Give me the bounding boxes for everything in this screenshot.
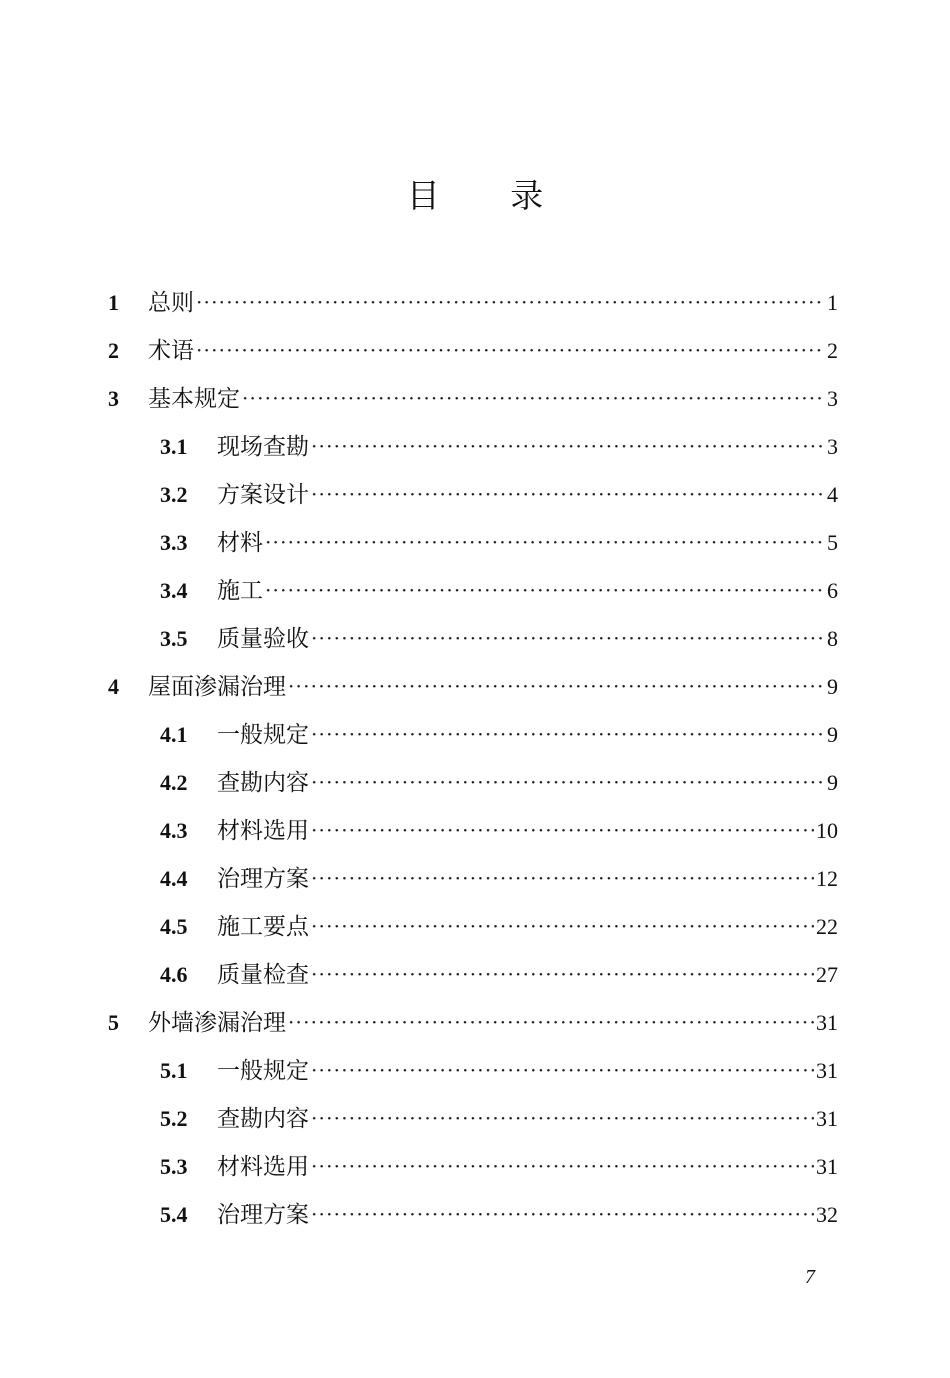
dot-leader [311,1191,814,1239]
toc-entry-title: 查勘内容 [217,1106,309,1132]
toc-entry-title: 查勘内容 [217,770,309,796]
toc-entry-title: 质量验收 [217,626,309,652]
toc-entry-number: 4.1 [160,722,188,747]
toc-entry-5-3[interactable] [108,1143,838,1191]
toc-entry-title: 治理方案 [217,1202,309,1228]
toc-entry-page: 9 [827,770,838,795]
toc-entry-number: 4.6 [160,962,188,987]
toc-entry-number: 4.4 [160,866,188,891]
toc-entry-title: 方案设计 [217,482,309,508]
dot-leader [288,999,814,1047]
toc-entry-page: 22 [816,914,838,939]
toc-entry-page: 12 [816,866,838,891]
toc-entry-page: 10 [816,818,838,843]
dot-leader [265,567,825,615]
dot-leader [196,327,825,375]
toc-entry-number: 5.2 [160,1106,188,1131]
toc-entry-5-1[interactable] [108,1047,838,1095]
toc-entry-5[interactable] [108,999,838,1047]
toc-entry-number: 3 [108,386,119,411]
toc-entry-title: 总则 [148,290,194,316]
toc-entry-title: 现场查勘 [217,434,309,460]
toc-entry-3-3[interactable] [108,519,838,567]
table-of-contents [108,279,838,1239]
toc-entry-1[interactable] [108,279,838,327]
toc-entry-title: 外墙渗漏治理 [148,1010,286,1036]
toc-entry-title: 施工要点 [217,914,309,940]
toc-entry-page: 1 [827,290,838,315]
toc-entry-page: 3 [827,434,838,459]
toc-entry-number: 3.1 [160,434,188,459]
dot-leader [196,279,825,327]
toc-entry-number: 5.3 [160,1154,188,1179]
dot-leader [311,903,814,951]
toc-entry-page: 31 [816,1010,838,1035]
toc-entry-title: 一般规定 [217,722,309,748]
toc-entry-title: 材料选用 [217,818,309,844]
dot-leader [311,855,814,903]
toc-entry-number: 2 [108,338,119,363]
toc-entry-3-5[interactable] [108,615,838,663]
toc-entry-page: 4 [827,482,838,507]
toc-entry-number: 4.5 [160,914,188,939]
toc-entry-4-4[interactable] [108,855,838,903]
dot-leader [311,759,825,807]
toc-entry-page: 31 [816,1154,838,1179]
toc-entry-page: 9 [827,674,838,699]
toc-entry-number: 5 [108,1010,119,1035]
toc-entry-number: 3.2 [160,482,188,507]
toc-entry-number: 4.3 [160,818,188,843]
toc-entry-page: 32 [816,1202,838,1227]
dot-leader [311,807,814,855]
toc-entry-number: 5.1 [160,1058,188,1083]
toc-entry-number: 3.3 [160,530,188,555]
dot-leader [311,423,825,471]
page-number: 7 [805,1266,815,1288]
dot-leader [311,1095,814,1143]
toc-entry-title: 治理方案 [217,866,309,892]
dot-leader [288,663,825,711]
dot-leader [242,375,825,423]
dot-leader [311,615,825,663]
toc-entry-title: 基本规定 [148,386,240,412]
toc-entry-3[interactable] [108,375,838,423]
page-title: 目 录 [406,176,574,215]
toc-entry-page: 8 [827,626,838,651]
toc-entry-3-1[interactable] [108,423,838,471]
toc-entry-5-4[interactable] [108,1191,838,1239]
toc-entry-number: 3.5 [160,626,188,651]
dot-leader [311,1143,814,1191]
dot-leader [265,519,825,567]
toc-entry-5-2[interactable] [108,1095,838,1143]
toc-entry-page: 3 [827,386,838,411]
toc-entry-number: 4 [108,674,119,699]
toc-entry-title: 施工 [217,578,263,604]
toc-entry-page: 5 [827,530,838,555]
toc-entry-3-4[interactable] [108,567,838,615]
toc-entry-page: 6 [827,578,838,603]
toc-entry-4-6[interactable] [108,951,838,999]
toc-entry-title: 术语 [148,338,194,364]
toc-entry-2[interactable] [108,327,838,375]
toc-entry-4-1[interactable] [108,711,838,759]
toc-entry-page: 2 [827,338,838,363]
toc-entry-4-2[interactable] [108,759,838,807]
toc-entry-number: 5.4 [160,1202,188,1227]
dot-leader [311,471,825,519]
dot-leader [311,951,814,999]
toc-entry-page: 31 [816,1106,838,1131]
toc-entry-title: 材料选用 [217,1154,309,1180]
toc-entry-number: 3.4 [160,578,188,603]
dot-leader [311,1047,814,1095]
toc-entry-number: 1 [108,290,119,315]
toc-entry-page: 31 [816,1058,838,1083]
toc-entry-4-3[interactable] [108,807,838,855]
toc-entry-title: 质量检查 [217,962,309,988]
dot-leader [311,711,825,759]
toc-entry-title: 屋面渗漏治理 [148,674,286,700]
toc-entry-title: 材料 [217,530,263,556]
toc-entry-4[interactable] [108,663,838,711]
toc-entry-number: 4.2 [160,770,188,795]
toc-entry-3-2[interactable] [108,471,838,519]
toc-entry-4-5[interactable] [108,903,838,951]
toc-entry-page: 27 [816,962,838,987]
toc-entry-title: 一般规定 [217,1058,309,1084]
toc-entry-page: 9 [827,722,838,747]
